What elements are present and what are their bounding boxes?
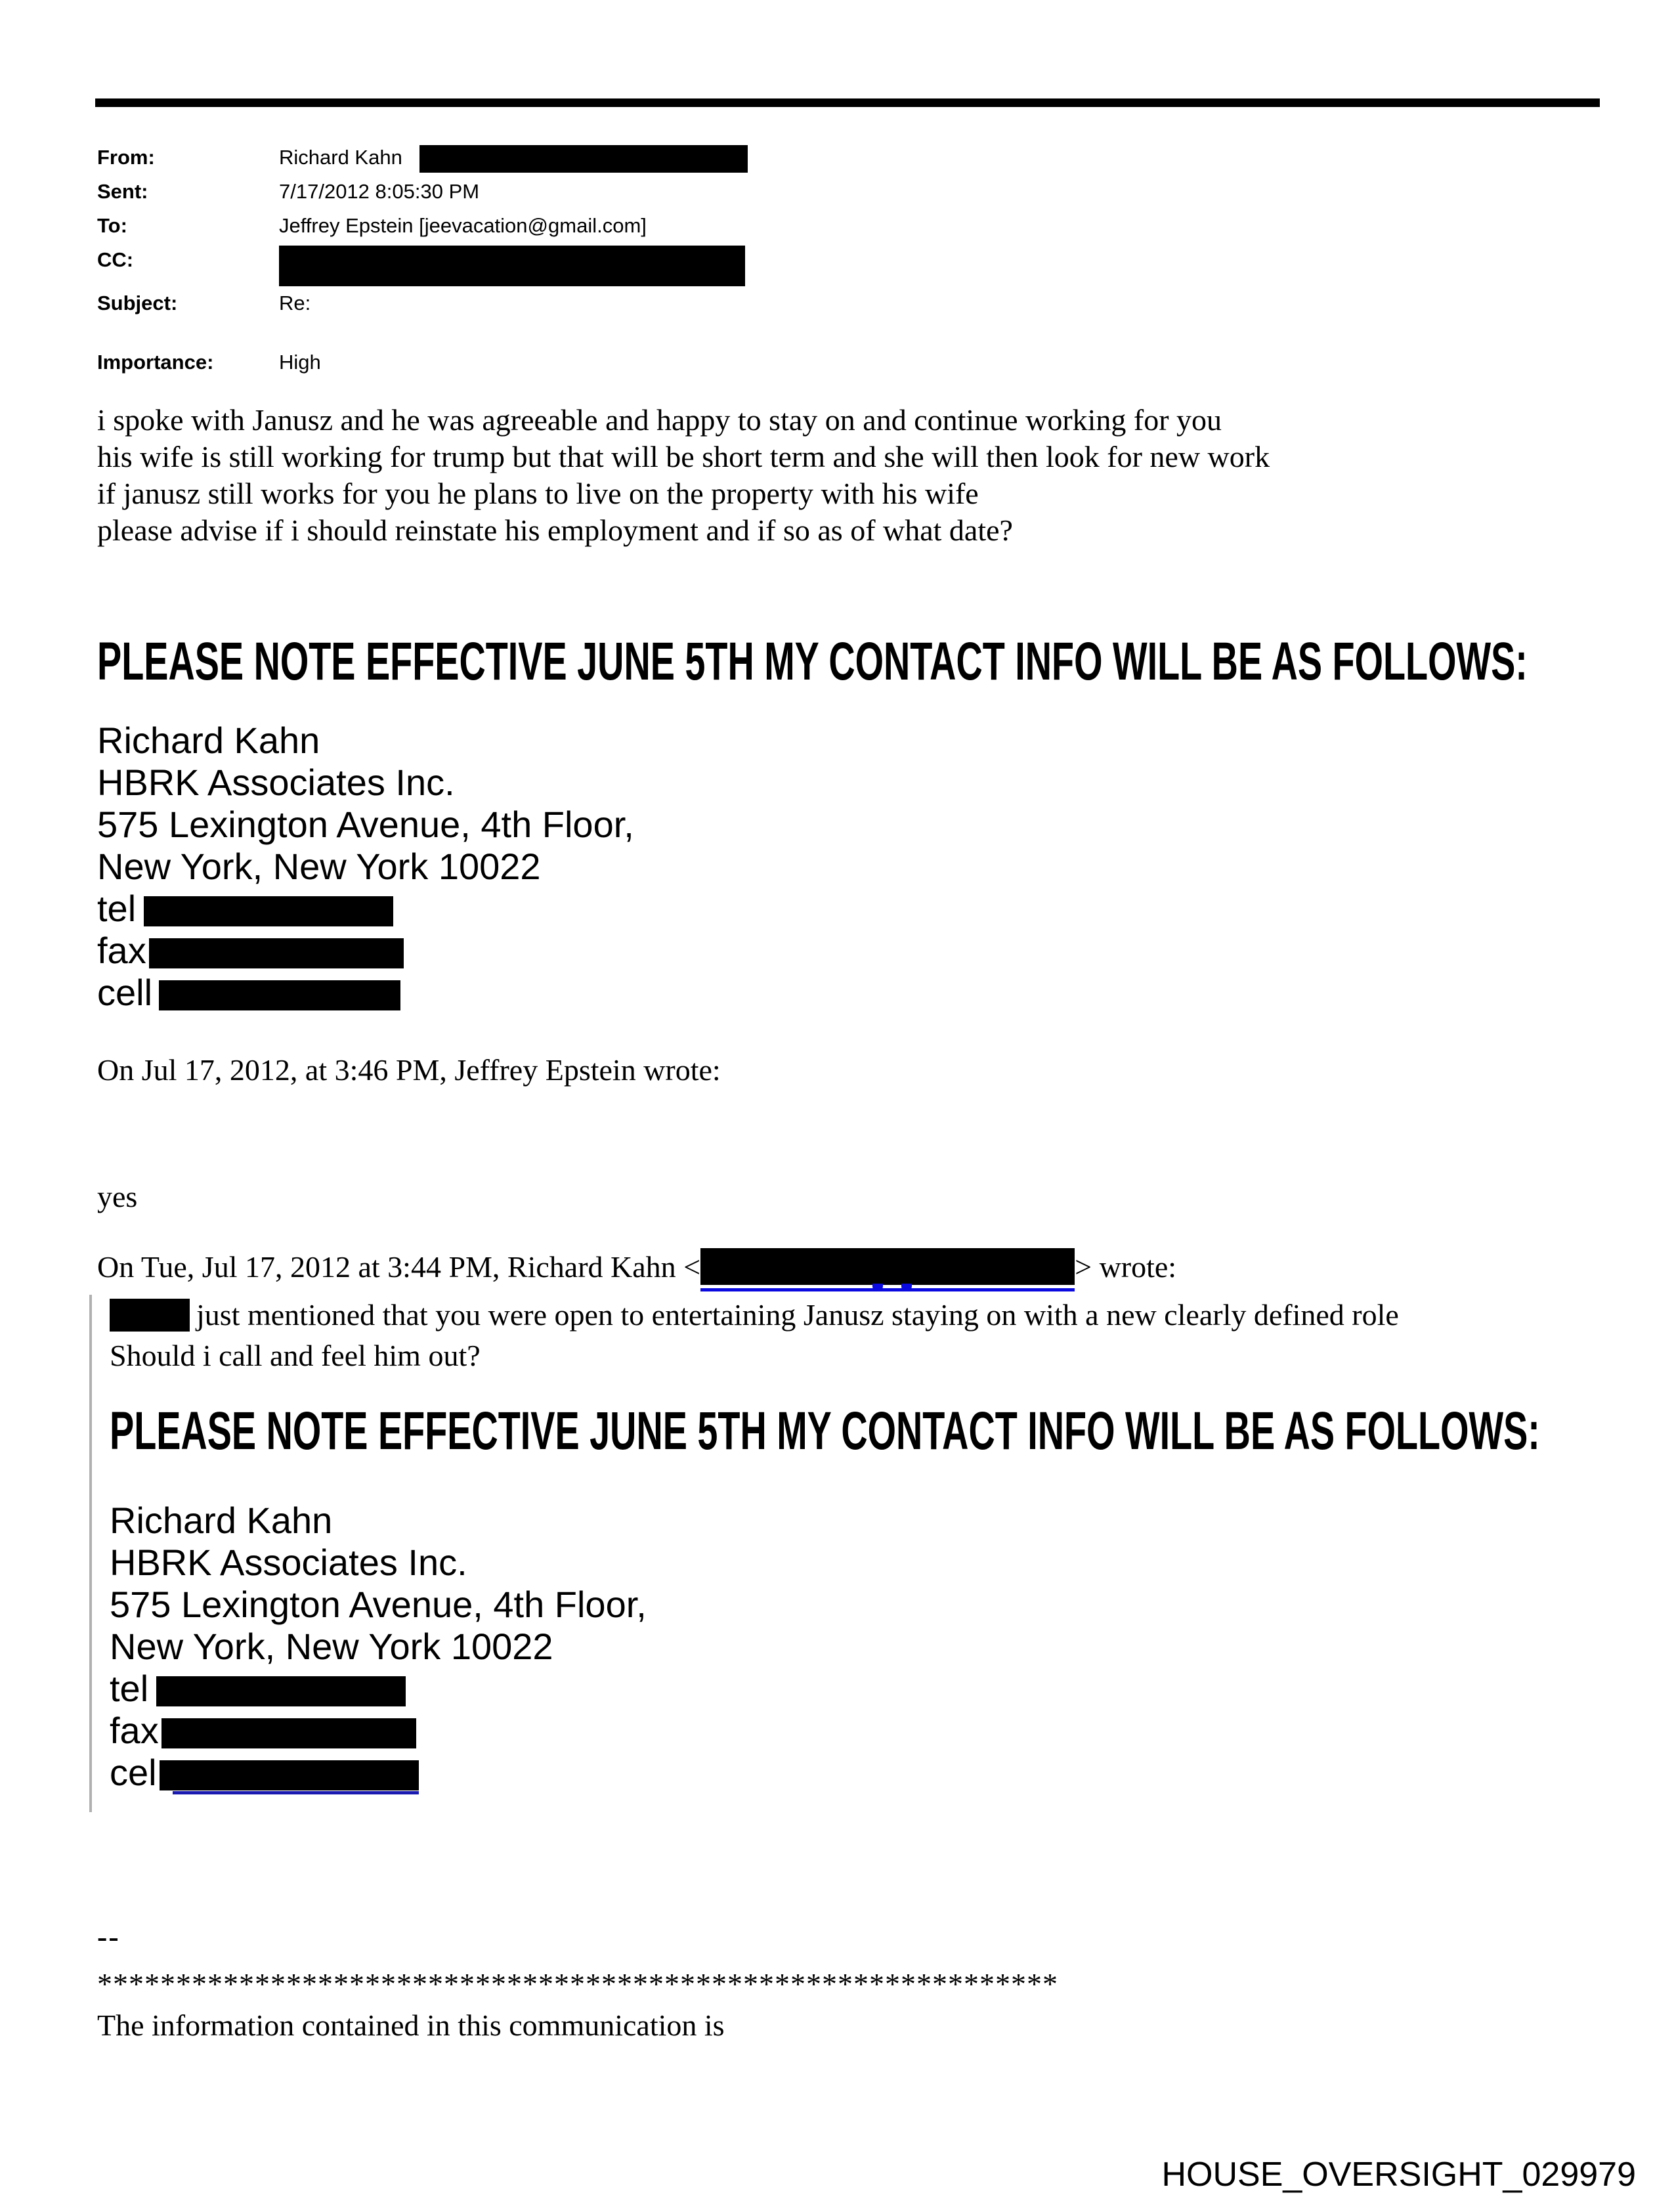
email-header: [97, 141, 748, 380]
from-label: From:: [97, 146, 155, 169]
contact-address-line1: 575 Lexington Avenue, 4th Floor,: [110, 1584, 647, 1625]
redaction-bar-cc: [279, 246, 745, 286]
disclaimer-text: The information contained in this communication is: [97, 2008, 725, 2042]
cel-label: cel: [110, 1752, 157, 1793]
from-name: Richard Kahn: [279, 146, 402, 169]
paragraph-line: if janusz still works for you he plans to live on the property with his wife: [97, 477, 979, 510]
contact-tel-row: [110, 1668, 1674, 1710]
redaction-bar-tel-2: [156, 1676, 406, 1706]
header-row-importance: [97, 345, 748, 380]
asterisk-divider: *************************************************************: [97, 1967, 1058, 2001]
contact-name: Richard Kahn: [97, 720, 320, 761]
redaction-bar-email: [700, 1248, 1075, 1285]
header-row-subject: [97, 286, 748, 320]
subject-value: Re:: [279, 292, 311, 314]
signature-footer: [97, 1919, 1058, 2044]
cc-label: CC:: [97, 248, 134, 271]
reply-text: yes: [97, 1180, 138, 1213]
subject-label: Subject:: [97, 292, 178, 314]
sent-value: 7/17/2012 8:05:30 PM: [279, 180, 480, 203]
attribution-pre: On Tue, Jul 17, 2012 at 3:44 PM, Richard Kahn <: [97, 1250, 701, 1284]
quoted-line-1: [110, 1295, 1674, 1335]
tel-label: tel: [97, 888, 137, 929]
contact-tel-row: [97, 888, 634, 930]
fax-label: fax: [97, 930, 146, 971]
tel-label: tel: [110, 1668, 149, 1709]
contact-block-2: [110, 1500, 1674, 1794]
paragraph-line: please advise if i should reinstate his employment and if so as of what date?: [97, 513, 1013, 547]
bates-number: HOUSE_OVERSIGHT_029979: [1161, 2156, 1636, 2194]
header-row-to: [97, 209, 748, 243]
quoted-message-block: [89, 1295, 1674, 1812]
importance-value: High: [279, 351, 321, 374]
redaction-bar-fax: [149, 938, 404, 968]
cell-label: cell: [97, 972, 153, 1013]
contact-name: Richard Kahn: [110, 1500, 333, 1541]
header-row-sent: [97, 175, 748, 209]
contact-address-line2: New York, New York 10022: [110, 1626, 553, 1667]
from-value: [279, 141, 748, 175]
contact-address-line1: 575 Lexington Avenue, 4th Floor,: [97, 804, 634, 845]
redaction-bar-cell: [159, 980, 400, 1010]
header-row-cc: [97, 243, 748, 286]
body-paragraph: [97, 402, 1270, 549]
paragraph-line: his wife is still working for trump but that will be short term and she will then look for new work: [97, 440, 1270, 473]
top-horizontal-rule: [95, 98, 1600, 107]
quoted-line-2: Should i call and feel him out?: [110, 1339, 481, 1372]
contact-cel-row: [110, 1752, 1674, 1794]
to-label: To:: [97, 214, 127, 237]
contact-info-heading-2: PLEASE NOTE EFFECTIVE JUNE 5TH MY CONTACT INFO WILL BE AS FOLLOWS:: [110, 1401, 1540, 1461]
signature-dashes: --: [97, 1920, 120, 1953]
redaction-bar-fax-2: [161, 1718, 416, 1748]
fax-label: fax: [110, 1710, 159, 1751]
cc-value: [279, 243, 745, 286]
contact-address-line2: New York, New York 10022: [97, 846, 541, 887]
contact-info-heading: PLEASE NOTE EFFECTIVE JUNE 5TH MY CONTACT INFO WILL BE AS FOLLOWS:: [97, 632, 1528, 691]
to-value: Jeffrey Epstein [jeevacation@gmail.com]: [279, 214, 647, 237]
importance-label: Importance:: [97, 351, 214, 374]
header-row-from: [97, 141, 748, 175]
contact-block-1: [97, 720, 634, 1014]
attribution-post: > wrote:: [1075, 1250, 1177, 1284]
redaction-bar-tel: [144, 896, 393, 926]
quote-attribution-epstein: On Jul 17, 2012, at 3:46 PM, Jeffrey Epstein wrote:: [97, 1053, 721, 1087]
sent-label: Sent:: [97, 180, 148, 203]
contact-cell-row: [97, 972, 634, 1014]
redaction-bar-from: [419, 145, 748, 173]
contact-fax-row: [110, 1710, 1674, 1752]
contact-company: HBRK Associates Inc.: [97, 762, 455, 803]
paragraph-line: i spoke with Janusz and he was agreeable and happy to stay on and continue working for you: [97, 403, 1222, 437]
contact-fax-row: [97, 930, 634, 972]
quote-attribution-kahn: [97, 1248, 1176, 1286]
redaction-bar-name: [110, 1299, 190, 1332]
quoted-line-1-text: just mentioned that you were open to entertaining Janusz staying on with a new clearly defined role: [196, 1298, 1399, 1332]
redaction-bar-cel-2: [160, 1760, 419, 1790]
contact-company: HBRK Associates Inc.: [110, 1542, 467, 1583]
